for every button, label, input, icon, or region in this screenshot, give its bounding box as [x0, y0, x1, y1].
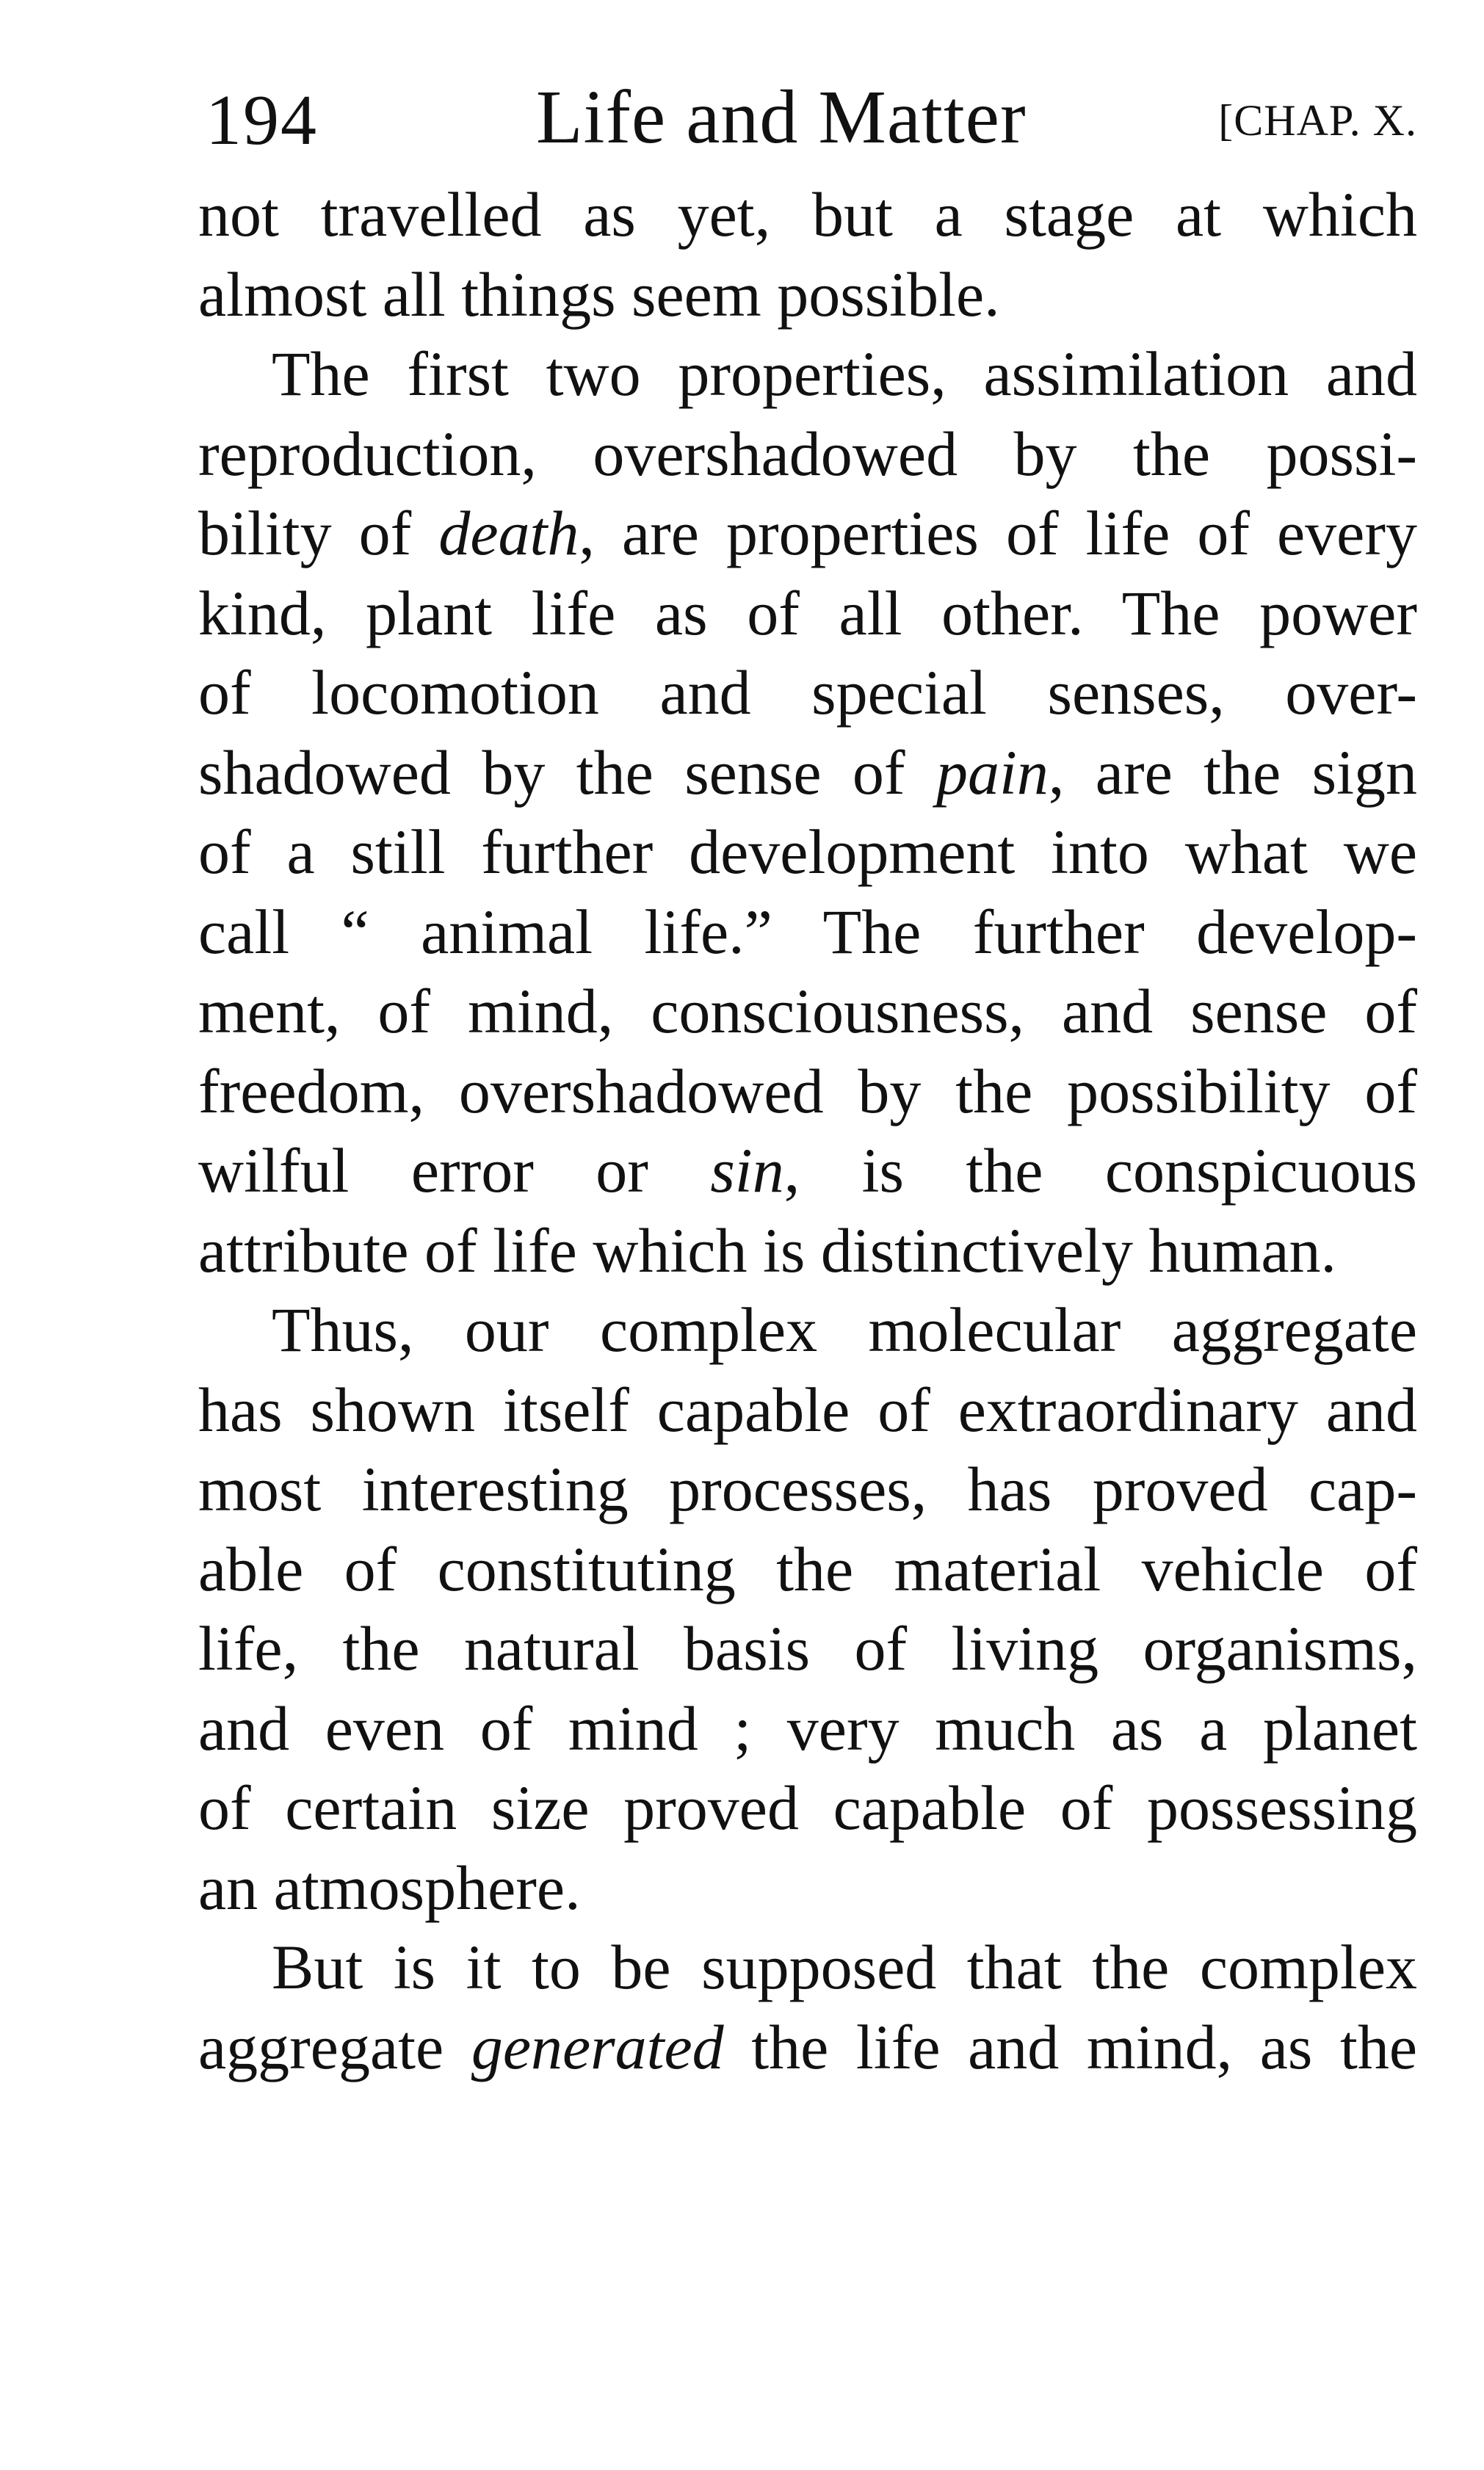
text-line: not travelled as yet, but a stage at which	[198, 179, 1417, 250]
paragraph-2	[198, 334, 1417, 1290]
text-line: The first two properties, assimilation and	[272, 338, 1417, 409]
running-title: Life and Matter	[536, 75, 1027, 159]
paragraph-3	[198, 1290, 1417, 1927]
text-line: attribute of life which is distinctively human.	[198, 1214, 1337, 1286]
text-line: ment, of mind, consciousness, and sense of	[198, 976, 1417, 1046]
text-line	[198, 1131, 1417, 1211]
paragraph-1	[198, 175, 1417, 334]
running-head	[198, 73, 1417, 184]
paragraph-4	[198, 1927, 1417, 2087]
text-line: kind, plant life as of all other. The power	[198, 577, 1417, 648]
text-line: life, the natural basis of living organisms,	[198, 1613, 1417, 1684]
text-line: an atmosphere.	[198, 1852, 581, 1923]
italic-emphasis: death	[438, 498, 579, 568]
text-line: of certain size proved capable of possessing	[198, 1772, 1417, 1843]
text-line: of locomotion and special senses, over-	[198, 657, 1417, 728]
text-line: freedom, overshadowed by the possibility of	[198, 1055, 1417, 1126]
text-line: has shown itself capable of extraordinary and	[198, 1374, 1417, 1445]
text-line	[198, 733, 1417, 813]
book-page	[198, 73, 1417, 2096]
page-number: 194	[206, 81, 318, 160]
body-text	[198, 175, 1417, 2087]
text-segment: shadowed by the sense of	[198, 736, 936, 808]
text-line: call “ animal life.” The further develop-	[198, 896, 1417, 967]
italic-emphasis: sin	[710, 1135, 784, 1206]
text-line: reproduction, overshadowed by the possi-	[198, 418, 1417, 489]
text-segment: the life and mind, as the	[723, 2011, 1417, 2082]
text-segment: , are the sign	[1048, 736, 1417, 808]
text-segment: aggregate	[198, 2011, 471, 2082]
text-segment: , are properties of life of every	[579, 498, 1417, 568]
text-line: But is it to be supposed that the complex	[272, 1932, 1417, 2002]
text-line: almost all things seem possible.	[198, 258, 1000, 330]
text-segment: bility of	[198, 498, 439, 568]
text-line	[198, 493, 1417, 573]
chapter-reference: [CHAP. X.	[1218, 96, 1417, 145]
text-line: of a still further development into what we	[198, 816, 1417, 887]
text-line: Thus, our complex molecular aggregate	[272, 1294, 1417, 1365]
text-segment: , is the conspicuous	[783, 1135, 1417, 1206]
text-line	[198, 2007, 1417, 2087]
italic-emphasis: pain	[935, 736, 1049, 808]
text-line: and even of mind ; very much as a planet	[198, 1692, 1417, 1764]
text-line: able of constituting the material vehicle of	[198, 1533, 1417, 1604]
text-segment: wilful error or	[198, 1135, 711, 1206]
text-line: most interesting processes, has proved cap-	[198, 1454, 1417, 1524]
italic-emphasis: generated	[471, 2011, 724, 2082]
